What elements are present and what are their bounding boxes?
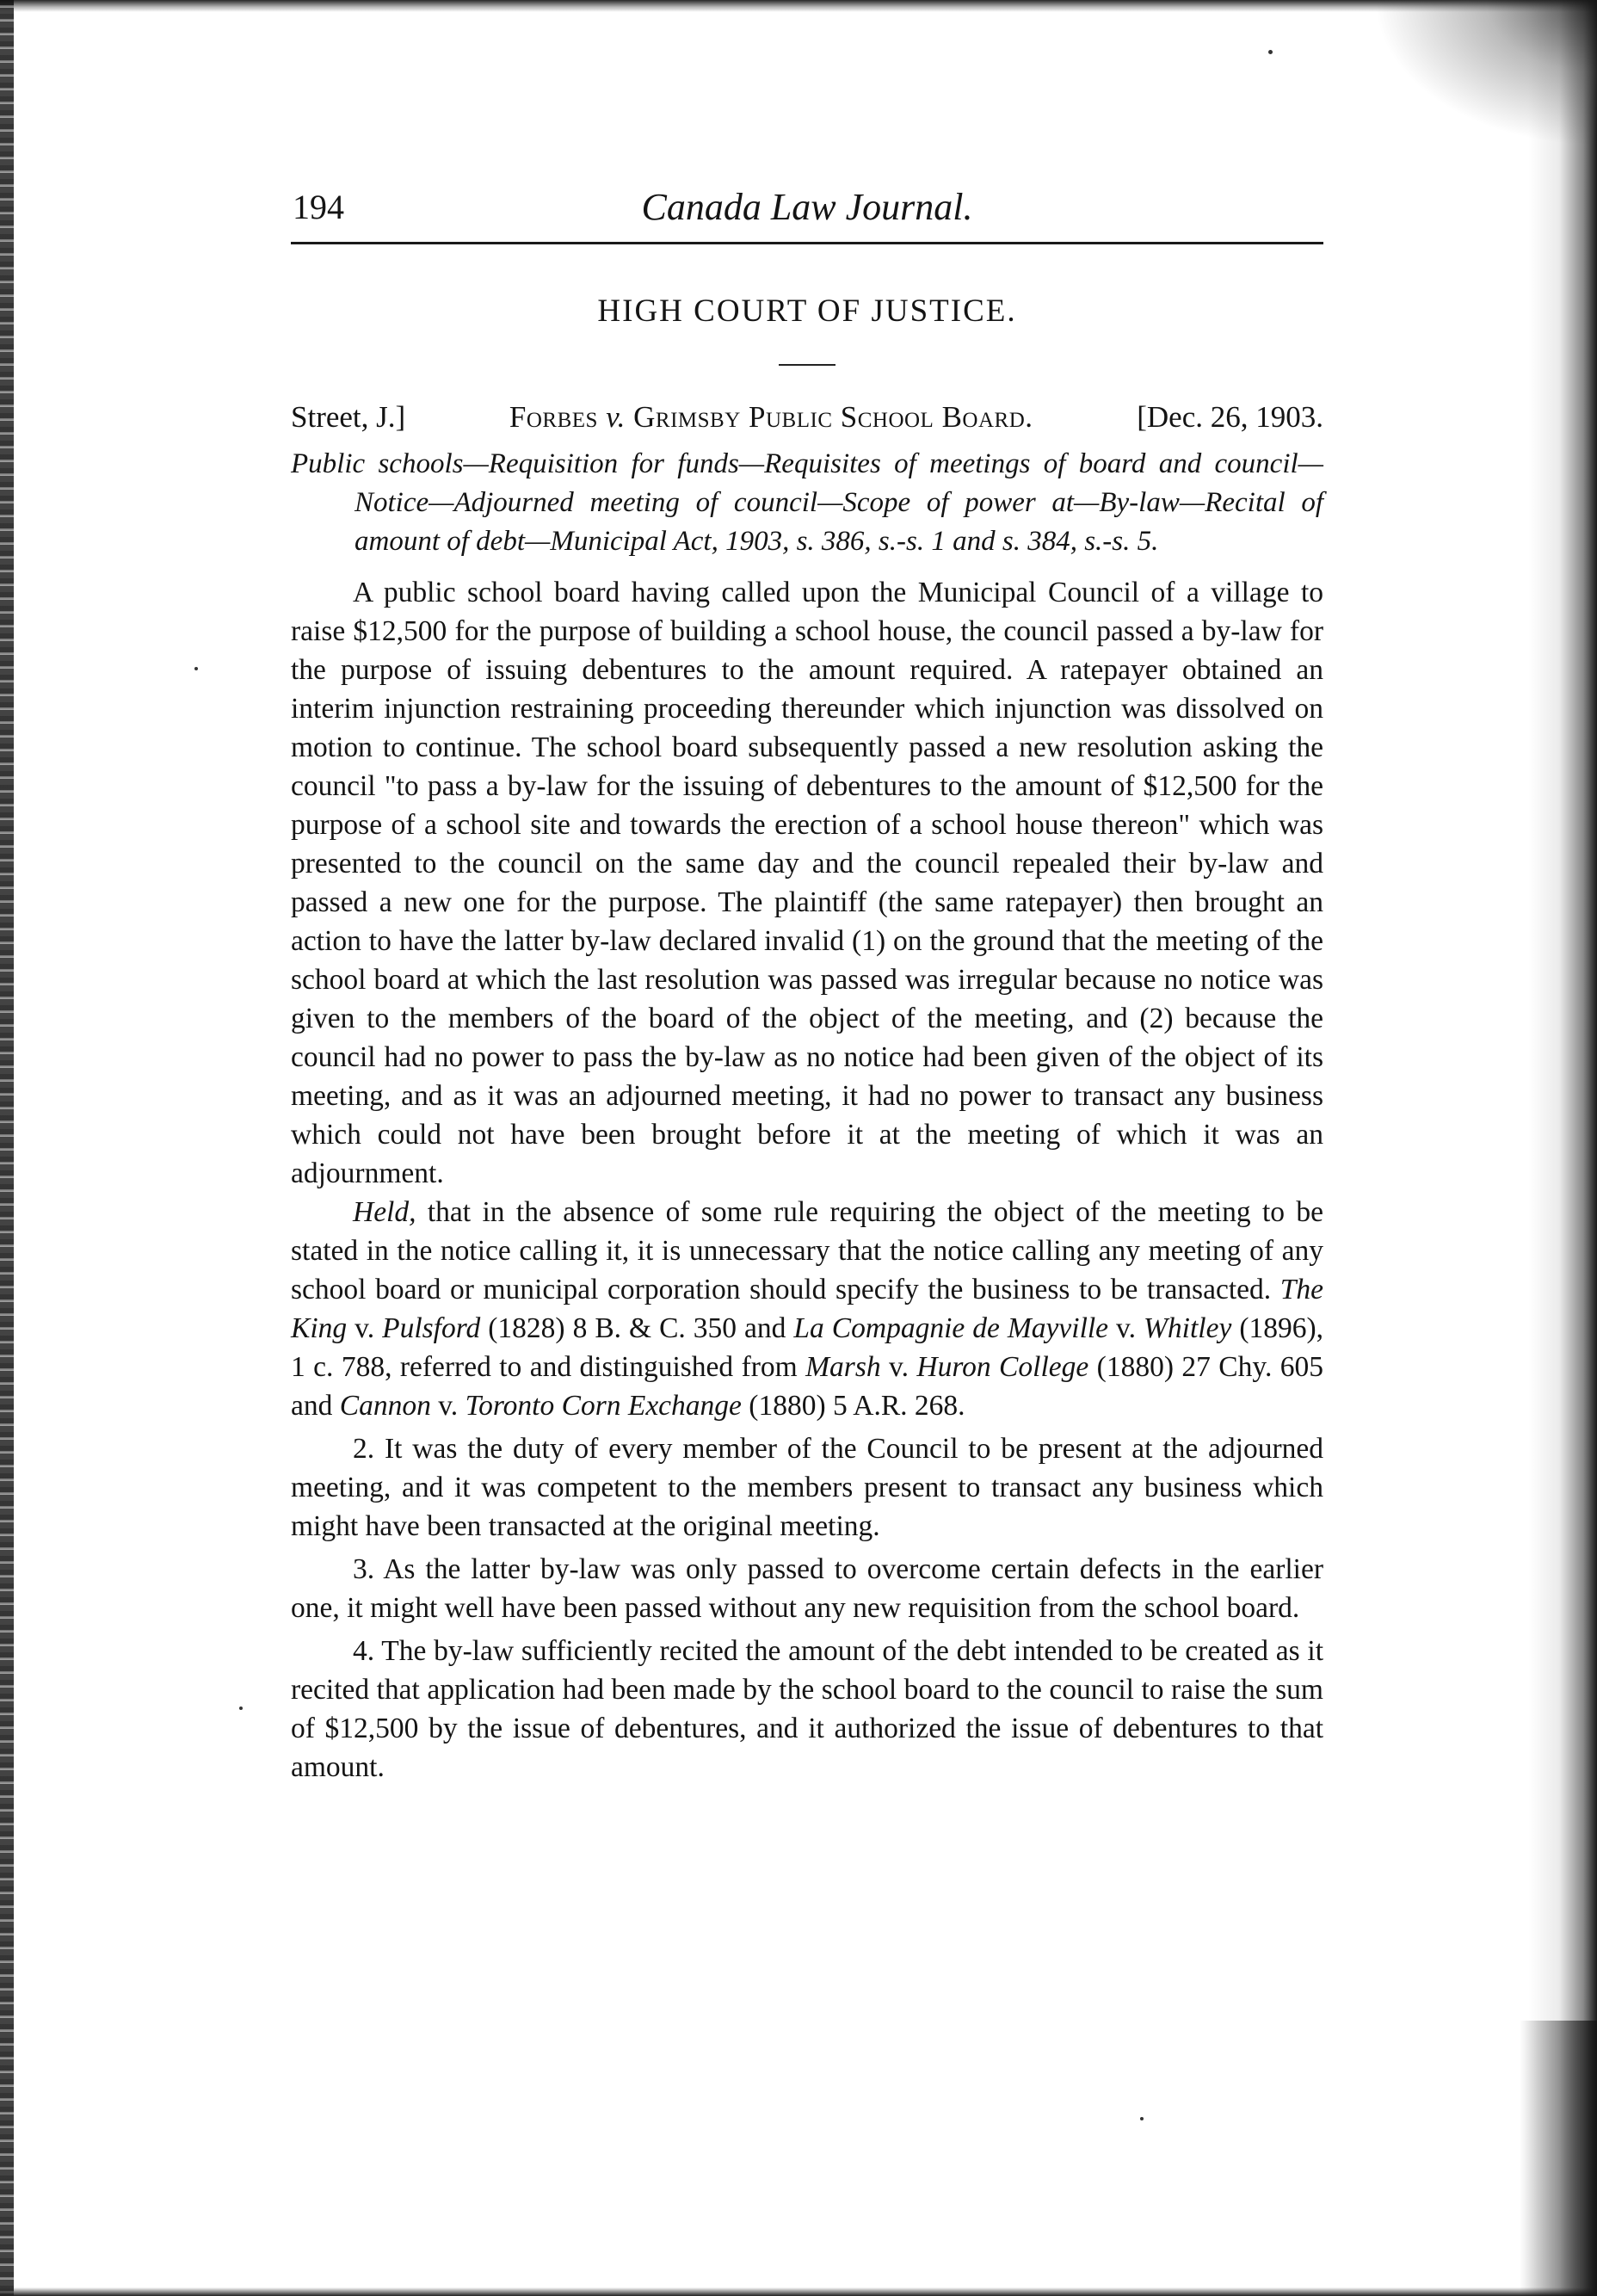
section-heading: HIGH COURT OF JUSTICE. [597, 293, 1017, 329]
holding-point-3: 3. As the latter by-law was only passed to overcome certain defects in the earlier one, it might well have been passed without any new requisition from the school board. [291, 1553, 1323, 1624]
case-citation: Toronto Corn Exchange [465, 1390, 742, 1422]
running-head [291, 185, 1323, 244]
scan-edge-left [0, 0, 14, 2296]
case-caption [291, 400, 1323, 435]
case-title [509, 400, 1033, 435]
case-citation: La Compagnie de Mayville [793, 1312, 1109, 1344]
scan-edge-right [1528, 0, 1597, 2296]
scan-corner-top-right [1373, 0, 1597, 146]
journal-title: Canada Law Journal. [641, 186, 973, 228]
case-citation: Marsh [805, 1351, 881, 1383]
judge-name: Street, J.] [291, 400, 406, 434]
journal-page [291, 185, 1323, 1787]
scan-speck [1268, 50, 1273, 54]
scan-speck [239, 1707, 243, 1710]
facts-paragraph: A public school board having called upon the Municipal Council of a village to raise $12,500 for the purpose of building a school house, the council passed a by-law for the purpose of issuing debentures to the amount required. A ratepayer obtained an interim injunction restraining proceeding thereunder which injunction was dissolved on motion to continue. The school board subsequently passed a new resolution asking the council "to pass a by-law for the issuing of debentures to the amount of $12,500 for the purpose of a school site and towards the erection of a school house thereon" which was presented to the council on the same day and the council repealed their by-law and passed a new one for the purpose. The plaintiff (the same ratepayer) then brought an action to have the latter by-law declared invalid (1) on the ground that the meeting of the school board at which the last resolution was passed was irregular because no notice was given to the members of the board of the object of the meeting, and (2) because the council had no power to pass the by-law as no notice had been given of the object of its meeting, and as it was an adjourned meeting, it had no power to transact any business which could not have been brought before it at the meeting of which it was an adjournment. [291, 577, 1323, 1189]
case-citation: The King [291, 1274, 1323, 1344]
page-number: 194 [293, 188, 344, 226]
heading-divider [779, 364, 835, 366]
plaintiff-name: Forbes [509, 400, 598, 434]
defendant-name: Grimsby Public School Board. [633, 400, 1033, 434]
scan-speck [194, 667, 198, 670]
catchwords: Public schools—Requisition for funds—Requisites of meetings of board and council—Notice—Adjourned meeting of council—Scope of power at—By-law—Recital of amount of debt—Municipal Act, 1903, s. 386, s.-s. 1 and s. 384, s.-s. 5. [291, 448, 1323, 557]
versus-mark: v. [606, 400, 626, 434]
held-lead: Held, [353, 1196, 416, 1228]
scan-speck [1140, 2117, 1144, 2120]
holding-point-2: 2. It was the duty of every member of the Council to be present at the adjourned meeting, and it was competent to the members present to transact any business which might have been transacted at the original meeting. [291, 1433, 1323, 1542]
case-citation: Whitley [1144, 1312, 1232, 1344]
scan-edge-bottom [0, 2287, 1597, 2296]
case-citation: Cannon [339, 1390, 431, 1422]
held-paragraph: Held, that in the absence of some rule requiring the object of the meeting to be stated in the notice calling it, it is unnecessary that the notice calling any meeting of any school board or municipal corporation should specify the business to be transacted. The King v. Pulsford (1828) 8 B. & C. 350 and La Compagnie de Mayville v. Whitley (1896), 1 c. 788, referred to and distinguished from Marsh v. Huron College (1880) 27 Chy. 605 and Cannon v. Toronto Corn Exchange (1880) 5 A.R. 268. [291, 1196, 1324, 1422]
case-citation: Pulsford [382, 1312, 481, 1344]
decision-date: [Dec. 26, 1903. [1137, 400, 1323, 434]
holding-point-4: 4. The by-law sufficiently recited the amount of the debt intended to be created as it recited that application had been made by the school board to the council to raise the sum of $12,500 by the issue of debentures, and it authorized the issue of debentures to that amount. [291, 1635, 1323, 1783]
scan-edge-top [0, 0, 1597, 12]
scan-corner-bottom-right [1520, 2021, 1597, 2296]
case-citation: Huron College [916, 1351, 1089, 1383]
